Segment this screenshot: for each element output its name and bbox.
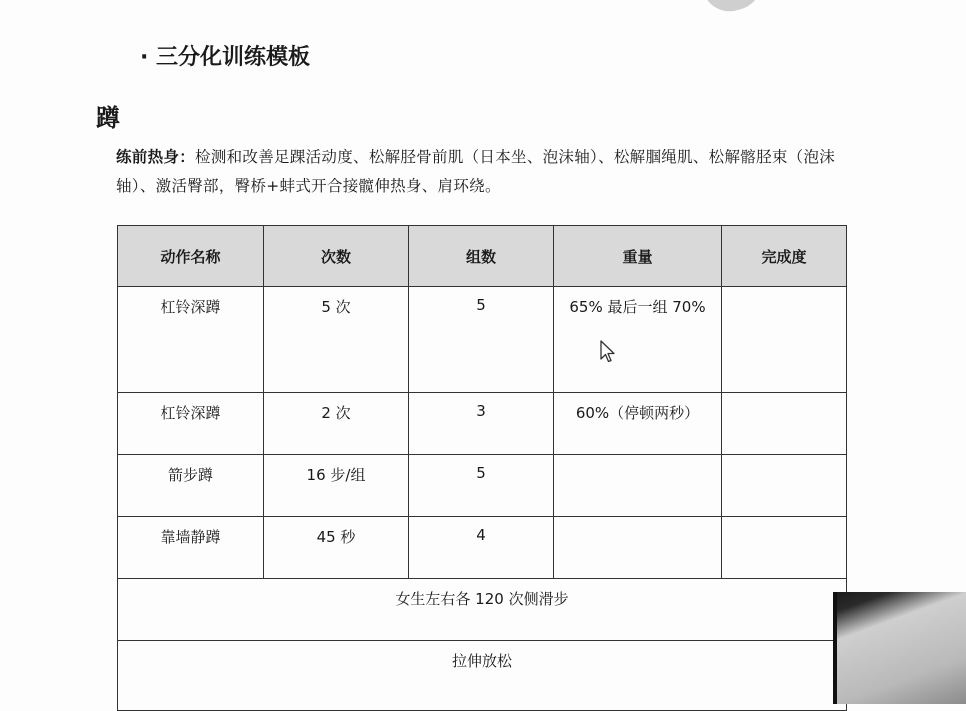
table-row-full [118, 641, 847, 711]
warmup-paragraph [116, 143, 841, 201]
cell-sets: 4 [409, 517, 554, 579]
table-header-row [118, 226, 847, 287]
table-row [118, 455, 847, 517]
cell-weight [554, 455, 722, 517]
cell-weight [554, 517, 722, 579]
cell-weight: 65% 最后一组 70% [554, 287, 722, 393]
side-shuffle-note: 女生左右各 120 次侧滑步 [118, 579, 847, 641]
cell-sets: 5 [409, 455, 554, 517]
cell-reps: 2 次 [264, 393, 409, 455]
cell-sets: 3 [409, 393, 554, 455]
cell-reps: 5 次 [264, 287, 409, 393]
cell-completion [722, 393, 847, 455]
cell-exercise: 箭步蹲 [118, 455, 264, 517]
cell-exercise: 杠铃深蹲 [118, 393, 264, 455]
header-weight: 重量 [554, 226, 722, 287]
cell-sets: 5 [409, 287, 554, 393]
cell-exercise: 靠墙静蹲 [118, 517, 264, 579]
table-row [118, 287, 847, 393]
webcam-overlay [833, 592, 966, 704]
warmup-text: 检测和改善足踝活动度、松解胫骨前肌（日本坐、泡沫轴）、松解腘绳肌、松解髂胫束（泡沫轴）、激活臀部，臀桥+蚌式开合接髋伸热身、肩环绕。 [116, 148, 836, 195]
cell-completion [722, 517, 847, 579]
table-row [118, 517, 847, 579]
table-row-full [118, 579, 847, 641]
training-table [117, 225, 847, 711]
warmup-label: 练前热身： [116, 148, 196, 166]
cell-reps: 45 秒 [264, 517, 409, 579]
header-reps: 次数 [264, 226, 409, 287]
header-completion: 完成度 [722, 226, 847, 287]
stretch-note: 拉伸放松 [118, 641, 847, 711]
header-sets: 组数 [409, 226, 554, 287]
page-heading: · 三分化训练模板 [140, 45, 311, 70]
cell-completion [722, 287, 847, 393]
section-title: 蹲 [96, 104, 120, 132]
cell-weight: 60%（停顿两秒） [554, 393, 722, 455]
header-exercise: 动作名称 [118, 226, 264, 287]
cell-exercise: 杠铃深蹲 [118, 287, 264, 393]
table-row [118, 393, 847, 455]
cell-completion [722, 455, 847, 517]
cell-reps: 16 步/组 [264, 455, 409, 517]
corner-decoration [703, 0, 769, 19]
